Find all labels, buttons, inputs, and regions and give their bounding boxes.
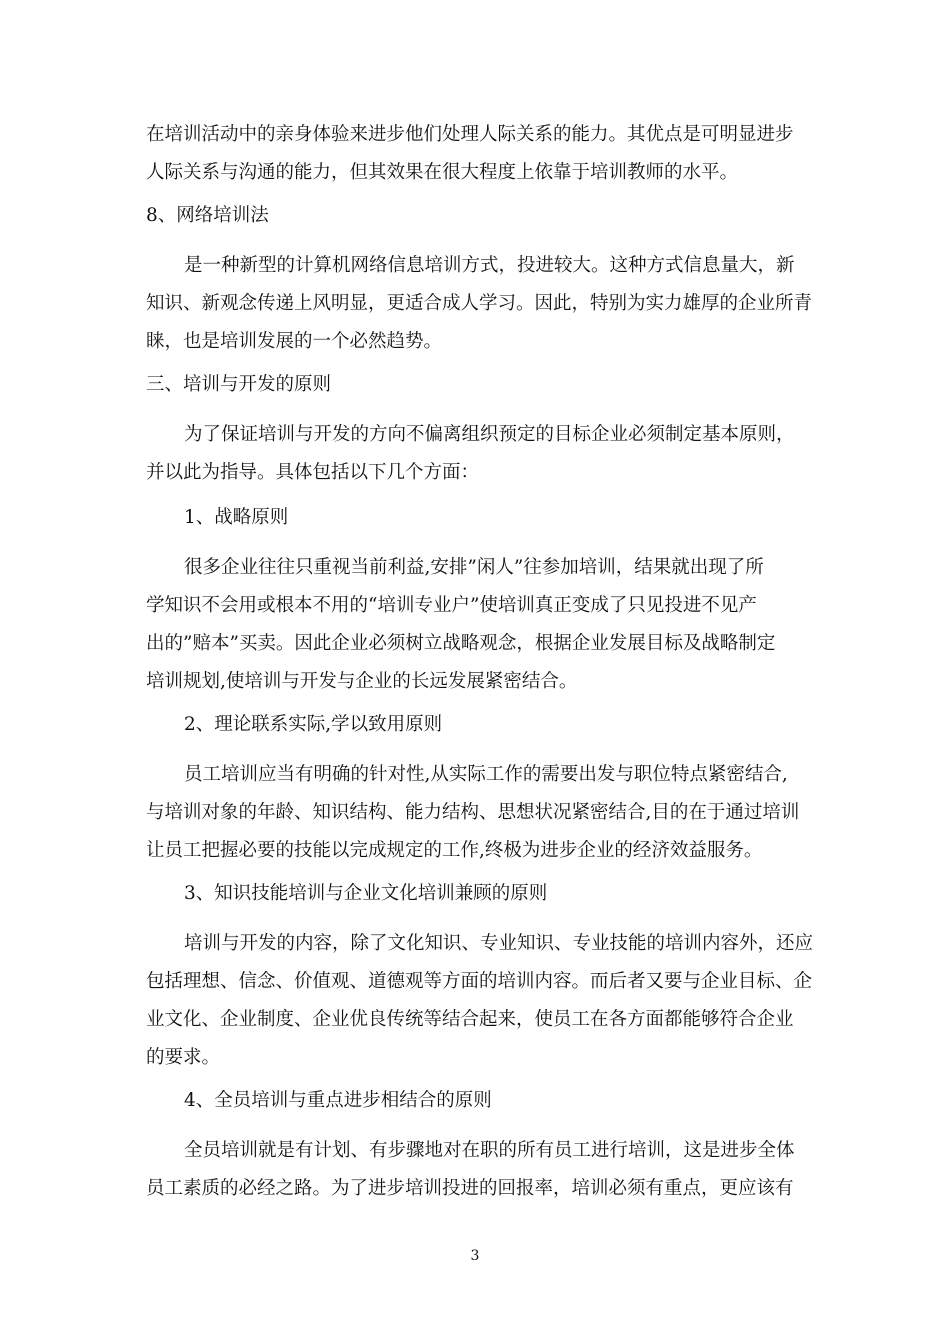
section-heading: 4、全员培训与重点进步相结合的原则 <box>184 1090 492 1111</box>
body-text-line: 睐，也是培训发展的一个必然趋势。 <box>146 331 443 352</box>
body-text-line: 让员工把握必要的技能以完成规定的工作,终极为进步企业的经济效益服务。 <box>146 840 763 861</box>
section-heading: 三、培训与开发的原则 <box>146 374 332 395</box>
body-text-line: 是一种新型的计算机网络信息培训方式，投进较大。这种方式信息量大，新 <box>184 255 795 276</box>
section-heading: 3、知识技能培训与企业文化培训兼顾的原则 <box>184 883 548 904</box>
body-text-line: 包括理想、信念、价值观、道德观等方面的培训内容。而后者又要与企业目标、企 <box>146 971 813 992</box>
section-heading: 2、理论联系实际,学以致用原则 <box>184 714 443 735</box>
body-text-line: 很多企业往往只重视当前利益,安排”闲人”往参加培训，结果就出现了所 <box>184 557 764 578</box>
page-number: 3 <box>470 1248 480 1264</box>
body-text-line: 出的”赔本”买卖。因此企业必须树立战略观念，根据企业发展目标及战略制定 <box>146 633 776 654</box>
body-text-line: 全员培训就是有计划、有步骤地对在职的所有员工进行培训，这是进步全体 <box>184 1140 795 1161</box>
section-heading: 8、网络培训法 <box>146 205 269 226</box>
body-text-line: 人际关系与沟通的能力，但其效果在很大程度上依靠于培训教师的水平。 <box>146 162 739 183</box>
body-text-line: 在培训活动中的亲身体验来进步他们处理人际关系的能力。其优点是可明显进步 <box>146 124 794 145</box>
body-text-line: 学知识不会用或根本不用的“培训专业户”使培训真正变成了只见投进不见产 <box>146 595 757 616</box>
body-text-line: 知识、新观念传递上风明显，更适合成人学习。因此，特别为实力雄厚的企业所青 <box>146 293 813 314</box>
section-heading: 1、战略原则 <box>184 507 289 528</box>
body-text-line: 培训与开发的内容，除了文化知识、专业知识、专业技能的培训内容外，还应 <box>184 933 814 954</box>
body-text-line: 为了保证培训与开发的方向不偏离组织预定的目标企业必须制定基本原则， <box>184 424 795 445</box>
body-text-line: 与培训对象的年龄、知识结构、能力结构、思想状况紧密结合,目的在于通过培训 <box>146 802 800 823</box>
body-text-line: 业文化、企业制度、企业优良传统等结合起来，使员工在各方面都能够符合企业 <box>146 1009 794 1030</box>
body-text-line: 并以此为指导。具体包括以下几个方面： <box>146 462 480 483</box>
body-text-line: 培训规划,使培训与开发与企业的长远发展紧密结合。 <box>146 671 578 692</box>
body-text-line: 员工培训应当有明确的针对性,从实际工作的需要出发与职位特点紧密结合, <box>184 764 788 785</box>
body-text-line: 员工素质的必经之路。为了进步培训投进的回报率，培训必须有重点，更应该有 <box>146 1178 794 1199</box>
body-text-line: 的要求。 <box>146 1047 221 1068</box>
